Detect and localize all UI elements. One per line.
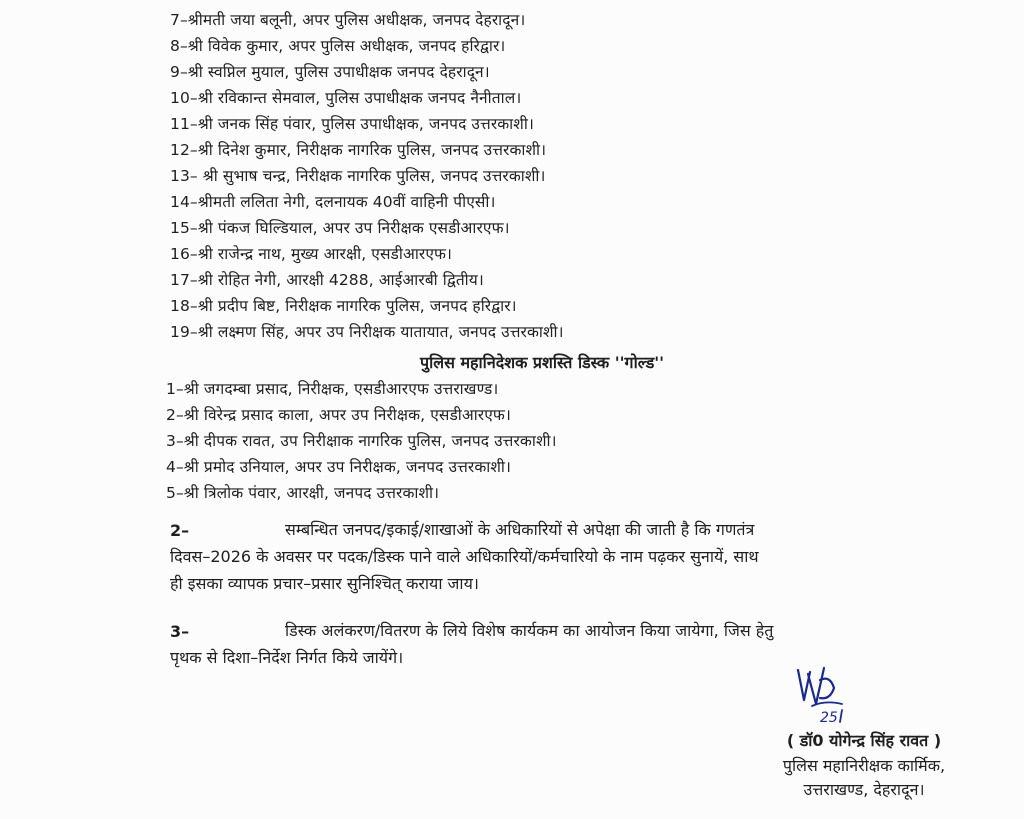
- list-item: 5–श्री त्रिलोक पंवार, आरक्षी, जनपद उत्तरकाशी।: [166, 484, 440, 502]
- list-item: 13– श्री सुभाष चन्द्र, निरीक्षक नागरिक पुलिस, जनपद उत्तरकाशी।: [170, 167, 546, 185]
- list-item: 2–श्री विरेन्द्र प्रसाद काला, अपर उप निरीक्षक, एसडीआरएफ।: [166, 406, 511, 424]
- list-item: 8–श्री विवेक कुमार, अपर पुलिस अधीक्षक, जनपद हरिद्वार।: [170, 37, 506, 55]
- list-item: 12–श्री दिनेश कुमार, निरीक्षक नागरिक पुलिस, जनपद उत्तरकाशी।: [170, 141, 547, 159]
- list-item: 3–श्री दीपक रावत, उप निरीक्षाक नागरिक पुलिस, जनपद उत्तरकाशी।: [166, 432, 557, 450]
- paragraph-number: 2–: [170, 521, 190, 540]
- list-item: 17–श्री रोहित नेगी, आरक्षी 4288, आईआरबी द्वितीय।: [170, 271, 484, 289]
- paragraph-line: दिवस–2026 के अवसर पर पदक/डिस्क पाने वाले अधिकारियों/कर्मचारियो के नाम पढ़कर सुनायें, साथ: [170, 547, 759, 566]
- section-heading: पुलिस महानिदेशक प्रशस्ति डिस्क ''गोल्ड'': [420, 353, 665, 372]
- list-item: 15–श्री पंकज घिल्डियाल, अपर उप निरीक्षक एसडीआरएफ।: [170, 219, 510, 237]
- signature-block: [744, 728, 984, 802]
- list-item: 11–श्री जनक सिंह पंवार, पुलिस उपाधीक्षक, जनपद उत्तरकाशी।: [170, 115, 534, 133]
- list-item: 16–श्री राजेन्द्र नाथ, मुख्य आरक्षी, एसडीआरएफ।: [170, 245, 453, 263]
- paragraph-number: 3–: [170, 622, 190, 641]
- list-item: 14–श्रीमती ललिता नेगी, दलनायक 40वीं वाहिनी पीएसी।: [170, 193, 496, 211]
- list-item: 10–श्री रविकान्त सेमवाल, पुलिस उपाधीक्षक जनपद नैनीताल।: [170, 89, 522, 107]
- paragraph-line: ही इसका व्यापक प्रचार–प्रसार सुनिश्चित् कराया जाय।: [170, 574, 479, 593]
- signature-date-mark: 25: [820, 710, 838, 726]
- list-item: 19–श्री लक्ष्मण सिंह, अपर उप निरीक्षक यातायात, जनपद उत्तरकाशी।: [170, 323, 564, 341]
- list-item: 4–श्री प्रमोद उनियाल, अपर उप निरीक्षक, जनपद उत्तरकाशी।: [166, 458, 512, 476]
- list-item: 9–श्री स्वप्निल मुयाल, पुलिस उपाधीक्षक जनपद देहरादून।: [170, 63, 490, 81]
- list-item: 7–श्रीमती जया बलूनी, अपर पुलिस अधीक्षक, जनपद देहरादून।: [170, 11, 526, 29]
- list-item: 1–श्री जगदम्बा प्रसाद, निरीक्षक, एसडीआरएफ उत्तराखण्ड।: [166, 380, 499, 398]
- paragraph-line: पृथक से दिशा–निर्देश निर्गत किये जायेंगे।: [170, 648, 404, 667]
- paragraph-line: सम्बन्धित जनपद/इकाई/शाखाओं के अधिकारियों से अपेक्षा की जाती है कि गणतंत्र: [285, 520, 755, 539]
- signatory-location: उत्तराखण्ड, देहरादून।: [803, 780, 925, 799]
- signatory-designation: पुलिस महानिरीक्षक कार्मिक,: [782, 756, 946, 775]
- list-item: 18–श्री प्रदीप बिष्ट, निरीक्षक नागरिक पुलिस, जनपद हरिद्वार।: [170, 297, 517, 315]
- handwritten-signature: [790, 660, 860, 730]
- signatory-name: ( डॉ0 योगेन्द्र सिंह रावत ): [786, 731, 942, 750]
- paragraph-line: डिस्क अलंकरण/वितरण के लिये विशेष कार्यकम का आयोजन किया जायेगा, जिस हेतु: [285, 621, 774, 640]
